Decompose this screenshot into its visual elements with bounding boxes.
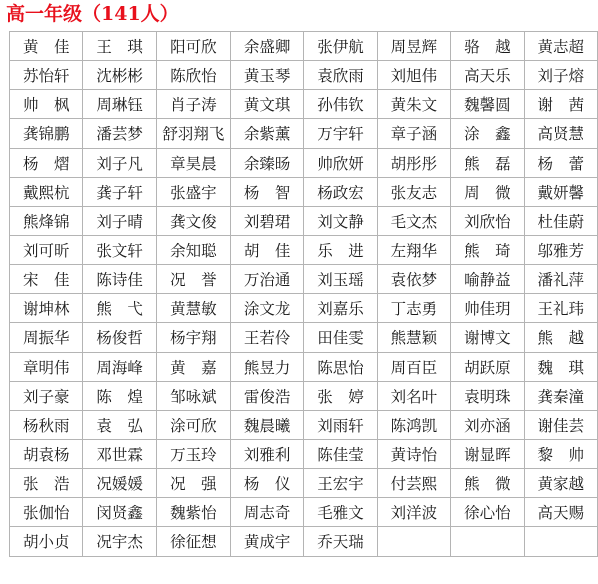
- student-name-cell: 龚锦鹏: [10, 119, 83, 148]
- student-name-cell: 毛文杰: [377, 206, 450, 235]
- student-name-cell: 黄家越: [524, 469, 597, 498]
- student-name-cell: 陈鸿凯: [377, 410, 450, 439]
- student-name-cell: 骆 越: [451, 32, 524, 61]
- student-name-table-body: [10, 32, 598, 557]
- student-name-cell: 潘芸梦: [83, 119, 156, 148]
- student-name-cell: 魏紫怡: [156, 498, 230, 527]
- student-name-cell: 章明伟: [10, 352, 83, 381]
- table-row: [10, 235, 598, 264]
- student-name-cell: 徐心怡: [451, 498, 524, 527]
- student-name-cell: 丁志勇: [377, 294, 450, 323]
- table-row: [10, 61, 598, 90]
- student-name-cell: 陈诗佳: [83, 265, 156, 294]
- student-name-cell: 舒羽翔飞: [156, 119, 230, 148]
- student-name-cell: 高天赐: [524, 498, 597, 527]
- student-name-cell: 陈欣怡: [156, 61, 230, 90]
- student-name-cell: 刘雅利: [230, 439, 303, 468]
- student-name-cell: 杨秋雨: [10, 410, 83, 439]
- student-name-cell: 帅欣妍: [304, 148, 377, 177]
- table-row: [10, 265, 598, 294]
- student-name-cell: 谢博文: [451, 323, 524, 352]
- student-name-cell: 阳可欣: [156, 32, 230, 61]
- student-name-cell: 袁依梦: [377, 265, 450, 294]
- student-name-cell: 胡 佳: [230, 235, 303, 264]
- student-name-cell: 帅 枫: [10, 90, 83, 119]
- table-row: [10, 498, 598, 527]
- table-row: [10, 381, 598, 410]
- student-name-cell: 刘子晴: [83, 206, 156, 235]
- student-name-cell: 周振华: [10, 323, 83, 352]
- student-name-cell: 高天乐: [451, 61, 524, 90]
- student-name-cell: 万宇轩: [304, 119, 377, 148]
- table-row: [10, 410, 598, 439]
- student-name-cell: 黄慧敏: [156, 294, 230, 323]
- student-name-cell: 周百臣: [377, 352, 450, 381]
- table-row: [10, 323, 598, 352]
- student-name-cell: 闵贤鑫: [83, 498, 156, 527]
- student-name-cell: 徐征想: [156, 527, 230, 556]
- student-name-cell: 熊 越: [524, 323, 597, 352]
- student-name-cell: 杨 智: [230, 177, 303, 206]
- student-name-cell: 熊慧颖: [377, 323, 450, 352]
- student-name-cell: 喻静益: [451, 265, 524, 294]
- table-row: [10, 294, 598, 323]
- student-name-cell: 黄朱文: [377, 90, 450, 119]
- student-name-cell: 周海峰: [83, 352, 156, 381]
- student-name-cell: 况 强: [156, 469, 230, 498]
- student-name-cell: 王若伶: [230, 323, 303, 352]
- student-name-cell: 杨 蕾: [524, 148, 597, 177]
- student-name-cell: 胡袁杨: [10, 439, 83, 468]
- student-name-cell: 雷俊浩: [230, 381, 303, 410]
- student-name-cell: 付芸熙: [377, 469, 450, 498]
- student-name-cell: 沈彬彬: [83, 61, 156, 90]
- student-name-cell: 戴熙杭: [10, 177, 83, 206]
- student-name-cell: 刘可昕: [10, 235, 83, 264]
- student-name-cell: 章昊晨: [156, 148, 230, 177]
- student-name-cell: 熊 微: [451, 469, 524, 498]
- student-name-cell: 余臻旸: [230, 148, 303, 177]
- student-name-cell: 万玉玲: [156, 439, 230, 468]
- student-name-cell: 刘文静: [304, 206, 377, 235]
- student-name-cell: 黎 帅: [524, 439, 597, 468]
- student-name-cell: 邬雅芳: [524, 235, 597, 264]
- student-name-cell: 周琳钰: [83, 90, 156, 119]
- student-name-cell: 毛雅文: [304, 498, 377, 527]
- student-name-cell: 刘子豪: [10, 381, 83, 410]
- student-name-cell: 刘玉瑶: [304, 265, 377, 294]
- student-name-cell: 谢显晖: [451, 439, 524, 468]
- student-name-cell: 张文轩: [83, 235, 156, 264]
- student-name-cell: 张伊航: [304, 32, 377, 61]
- student-name-cell: 魏晨曦: [230, 410, 303, 439]
- student-name-cell: 万治通: [230, 265, 303, 294]
- table-row: [10, 469, 598, 498]
- student-name-cell: 刘亦涵: [451, 410, 524, 439]
- student-name-cell: 王 琪: [83, 32, 156, 61]
- student-name-cell: 刘欣怡: [451, 206, 524, 235]
- student-name-cell: 余紫薰: [230, 119, 303, 148]
- student-name-cell: 张 浩: [10, 469, 83, 498]
- empty-cell: [377, 527, 450, 556]
- student-name-cell: 张 婷: [304, 381, 377, 410]
- student-name-cell: 黄诗怡: [377, 439, 450, 468]
- table-row: [10, 148, 598, 177]
- student-name-cell: 宋 佳: [10, 265, 83, 294]
- student-name-cell: 孙伟钦: [304, 90, 377, 119]
- student-name-cell: 杨 熠: [10, 148, 83, 177]
- student-name-cell: 袁欣雨: [304, 61, 377, 90]
- student-name-table: [9, 31, 598, 557]
- table-row: [10, 439, 598, 468]
- student-name-cell: 涂 鑫: [451, 119, 524, 148]
- student-name-cell: 谢佳芸: [524, 410, 597, 439]
- student-name-cell: 杨俊哲: [83, 323, 156, 352]
- page-title: 高一年级（141人）: [6, 3, 179, 25]
- student-name-cell: 况媛媛: [83, 469, 156, 498]
- empty-cell: [451, 527, 524, 556]
- student-name-cell: 熊昱力: [230, 352, 303, 381]
- table-row: [10, 352, 598, 381]
- student-name-cell: 刘洋波: [377, 498, 450, 527]
- student-name-cell: 黄志超: [524, 32, 597, 61]
- student-name-cell: 谢 茜: [524, 90, 597, 119]
- student-name-cell: 高贤慧: [524, 119, 597, 148]
- student-name-cell: 杜佳蔚: [524, 206, 597, 235]
- student-name-cell: 张友志: [377, 177, 450, 206]
- student-name-cell: 张伽怡: [10, 498, 83, 527]
- student-name-cell: 刘子凡: [83, 148, 156, 177]
- student-name-cell: 刘子熔: [524, 61, 597, 90]
- student-name-cell: 袁明珠: [451, 381, 524, 410]
- student-name-cell: 余盛卿: [230, 32, 303, 61]
- student-name-cell: 邓世霖: [83, 439, 156, 468]
- student-name-cell: 涂可欣: [156, 410, 230, 439]
- student-name-cell: 帅佳玥: [451, 294, 524, 323]
- student-name-cell: 黄玉琴: [230, 61, 303, 90]
- student-name-cell: 乔天瑞: [304, 527, 377, 556]
- student-name-cell: 袁 弘: [83, 410, 156, 439]
- student-name-cell: 周 微: [451, 177, 524, 206]
- student-name-cell: 杨宇翔: [156, 323, 230, 352]
- student-name-cell: 熊 弋: [83, 294, 156, 323]
- table-row: [10, 177, 598, 206]
- student-name-cell: 左翔华: [377, 235, 450, 264]
- student-name-cell: 熊烽锦: [10, 206, 83, 235]
- empty-cell: [524, 527, 597, 556]
- student-name-cell: 刘名叶: [377, 381, 450, 410]
- student-name-cell: 杨政宏: [304, 177, 377, 206]
- student-name-cell: 龚文俊: [156, 206, 230, 235]
- student-name-cell: 乐 进: [304, 235, 377, 264]
- student-name-cell: 周志奇: [230, 498, 303, 527]
- student-name-cell: 章子涵: [377, 119, 450, 148]
- student-name-cell: 王宏宇: [304, 469, 377, 498]
- student-name-cell: 王礼玮: [524, 294, 597, 323]
- student-name-cell: 谢坤林: [10, 294, 83, 323]
- student-name-cell: 余知聪: [156, 235, 230, 264]
- student-name-cell: 涂文龙: [230, 294, 303, 323]
- student-name-cell: 田佳雯: [304, 323, 377, 352]
- student-name-cell: 胡彤彤: [377, 148, 450, 177]
- student-name-cell: 肖子涛: [156, 90, 230, 119]
- student-name-cell: 胡小贞: [10, 527, 83, 556]
- table-row: [10, 119, 598, 148]
- student-name-cell: 黄 嘉: [156, 352, 230, 381]
- student-name-cell: 陈 煌: [83, 381, 156, 410]
- student-name-cell: 周昱辉: [377, 32, 450, 61]
- student-name-cell: 陈思怡: [304, 352, 377, 381]
- student-name-cell: 戴妍馨: [524, 177, 597, 206]
- student-name-cell: 刘旭伟: [377, 61, 450, 90]
- table-row: [10, 527, 598, 556]
- student-name-cell: 刘碧珺: [230, 206, 303, 235]
- student-name-cell: 胡跃原: [451, 352, 524, 381]
- student-name-cell: 潘礼萍: [524, 265, 597, 294]
- student-name-cell: 张盛宇: [156, 177, 230, 206]
- table-row: [10, 90, 598, 119]
- student-name-cell: 黄 佳: [10, 32, 83, 61]
- student-name-cell: 魏馨圆: [451, 90, 524, 119]
- student-name-cell: 黄文琪: [230, 90, 303, 119]
- table-row: [10, 206, 598, 235]
- student-name-cell: 熊 磊: [451, 148, 524, 177]
- student-name-cell: 苏怡轩: [10, 61, 83, 90]
- student-name-cell: 刘嘉乐: [304, 294, 377, 323]
- student-name-cell: 陈佳莹: [304, 439, 377, 468]
- student-name-cell: 况宇杰: [83, 527, 156, 556]
- student-name-cell: 魏 琪: [524, 352, 597, 381]
- student-name-cell: 刘雨轩: [304, 410, 377, 439]
- student-name-cell: 杨 仪: [230, 469, 303, 498]
- student-name-cell: 龚子轩: [83, 177, 156, 206]
- student-name-cell: 龚秦潼: [524, 381, 597, 410]
- table-row: [10, 32, 598, 61]
- student-name-cell: 邹咏斌: [156, 381, 230, 410]
- student-name-cell: 熊 琦: [451, 235, 524, 264]
- student-name-cell: 黄成宇: [230, 527, 303, 556]
- student-name-cell: 况 誉: [156, 265, 230, 294]
